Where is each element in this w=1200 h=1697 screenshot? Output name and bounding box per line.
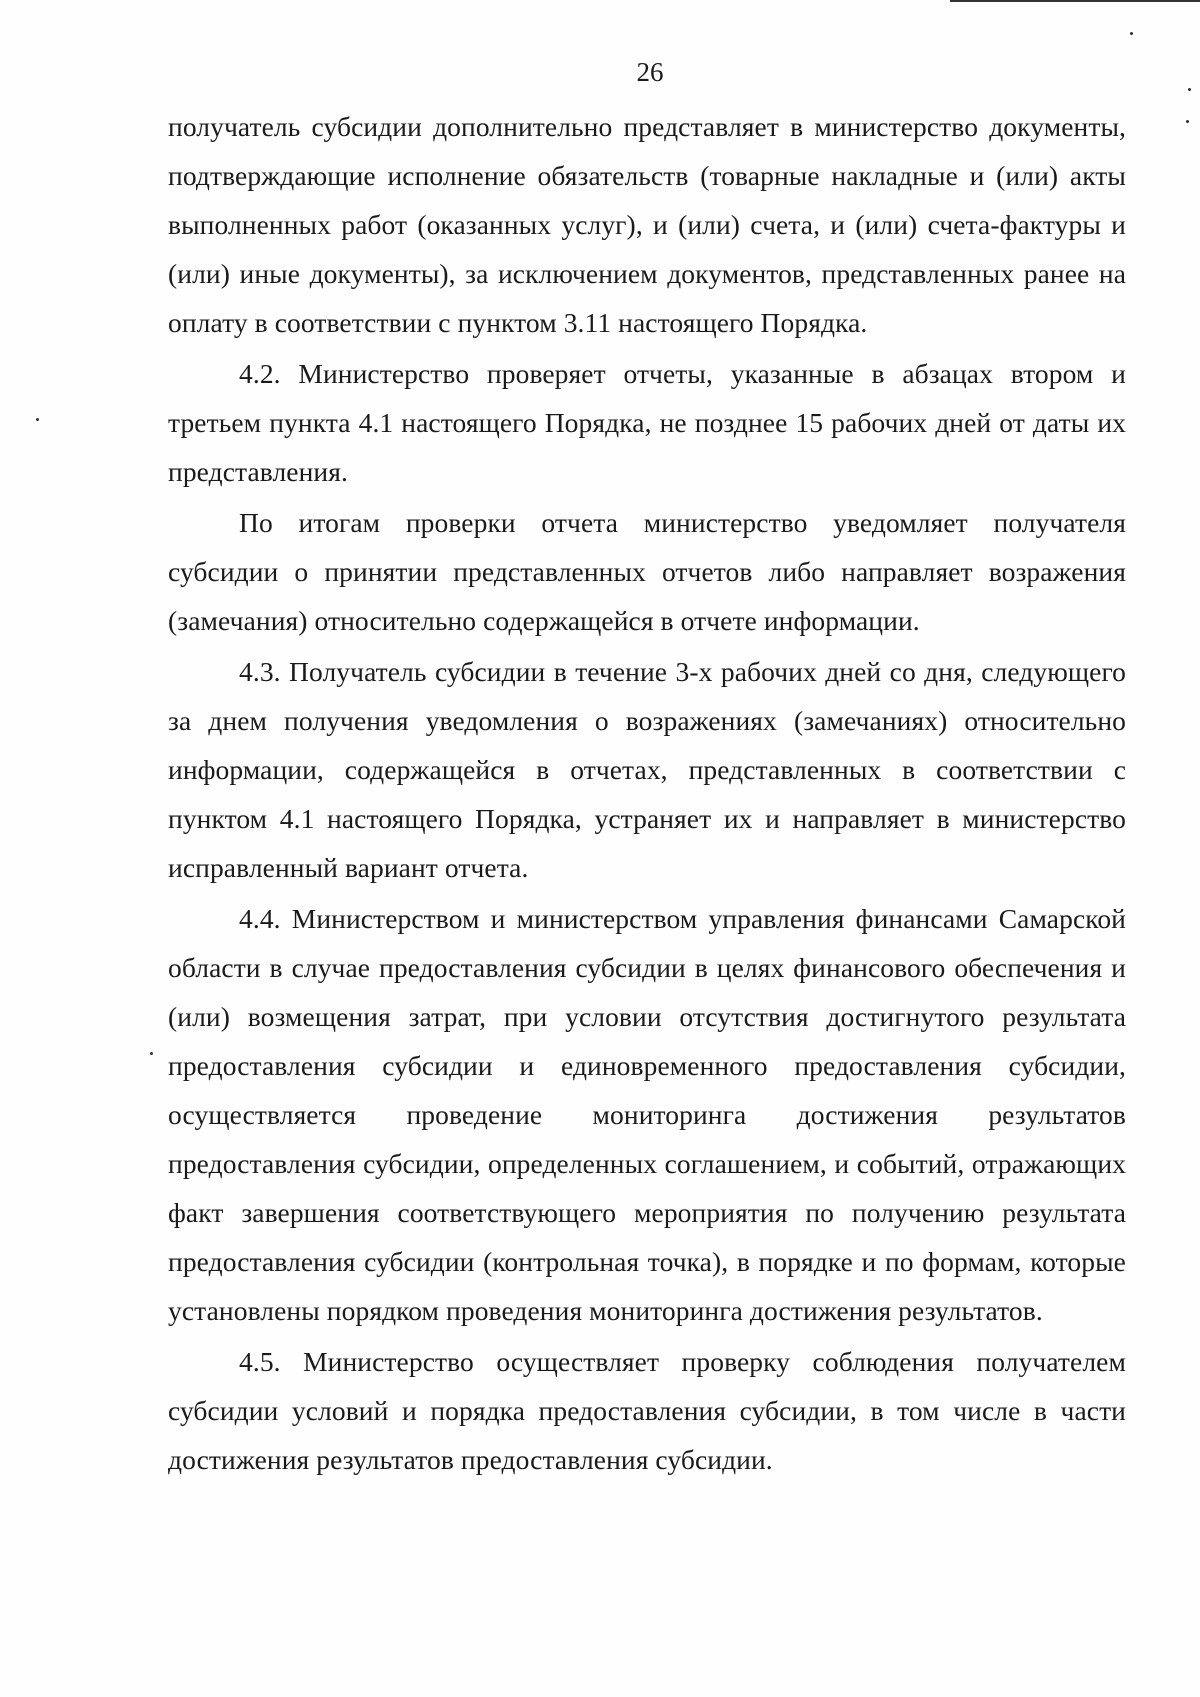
paragraph-4-4: 4.4. Министерством и министерством управления финансами Самарской области в случае предоставления субсидии в целях финансового обеспечения и (или) возмещения затрат, при условии отсутствия достигнутого результата предоставления субсидии и единовременного предоставления субсидии, осуществляется проведение мониторинга достижения результатов предоставления субсидии, определенных соглашением, и событий, отражающих факт завершения соответствующего мероприятия по получению результата предоставления субсидии (контрольная точка), в порядке и по формам, которые установлены порядком проведения мониторинга достижения результатов. xyxy=(168,903,1126,1326)
scan-speck xyxy=(1188,88,1191,91)
page-number: 26 xyxy=(636,57,664,87)
scan-speck xyxy=(150,1052,153,1055)
scan-speck xyxy=(1186,120,1189,123)
paragraph-4-5: 4.5. Министерство осуществляет проверку соблюдения получателем субсидии условий и порядка предоставления субсидии, в том числе в части достижения результатов предоставления субсидии. xyxy=(168,1346,1126,1475)
paragraph-4-3: 4.3. Получатель субсидии в течение 3-х рабочих дней со дня, следующего за днем получения уведомления о возражениях (замечаниях) относительно информации, содержащейся в отчетах, представленных в соответствии с пунктом 4.1 настоящего Порядка, устраняет их и направляет в министерство исправленный вариант отчета. xyxy=(168,656,1126,883)
scan-speck xyxy=(1130,32,1133,35)
top-edge-rule xyxy=(950,0,1200,2)
paragraph-4-2: 4.2. Министерство проверяет отчеты, указанные в абзацах втором и третьем пункта 4.1 настоящего Порядка, не позднее 15 рабочих дней от даты их представления. xyxy=(168,358,1126,487)
paragraph-continuation: получатель субсидии дополнительно представляет в министерство документы, подтверждающие исполнение обязательств (товарные накладные и (или) акты выполненных работ (оказанных услуг), и (или) счета, и (или) счета-фактуры и (или) иные документы), за исключением документов, представленных ранее на оплату в соответствии с пунктом 3.11 настоящего Порядка. xyxy=(168,111,1126,338)
paragraph-review-results: По итогам проверки отчета министерство уведомляет получателя субсидии о принятии представленных отчетов либо направляет возражения (замечания) относительно содержащейся в отчете информации. xyxy=(168,507,1126,636)
document-body xyxy=(168,102,1126,1484)
scan-speck xyxy=(36,418,39,421)
